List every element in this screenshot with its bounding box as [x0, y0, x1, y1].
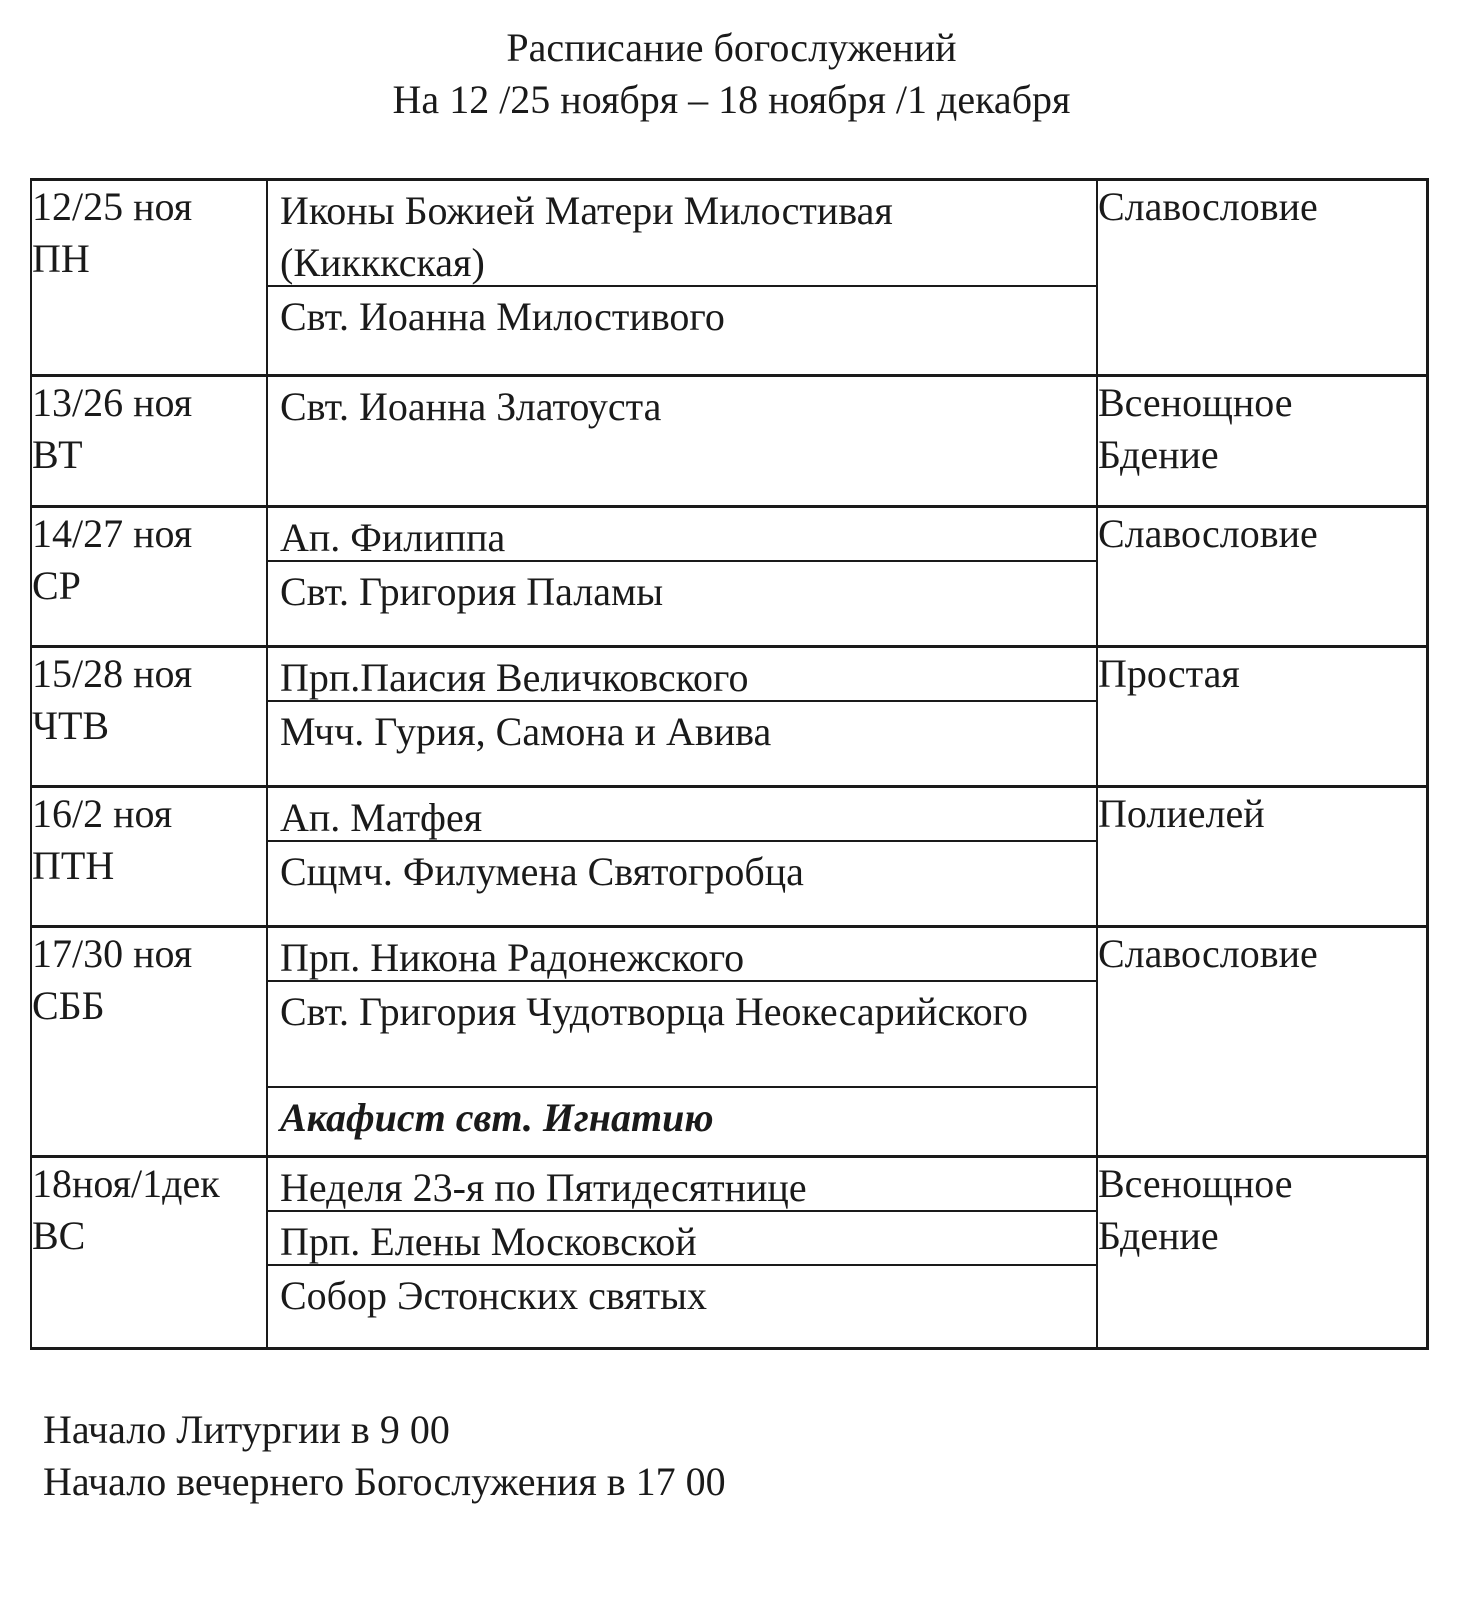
- service-rank: Простая: [1098, 651, 1240, 696]
- date-cell: [31, 180, 267, 376]
- date-cell: [31, 376, 267, 507]
- service-rank-cell: [1097, 927, 1427, 1157]
- saints-cell: [267, 507, 1097, 647]
- saint-entry: Прп. Елены Московской: [268, 1212, 1096, 1266]
- schedule-row: [31, 787, 1427, 927]
- date-cell: [31, 647, 267, 787]
- day-weekday: ЧТВ: [32, 703, 110, 748]
- evening-service-start-note: Начало вечернего Богослужения в 17 00: [43, 1459, 726, 1504]
- saints-cell: [267, 927, 1097, 1157]
- service-rank-cell: [1097, 376, 1427, 507]
- service-rank: Полиелей: [1098, 791, 1265, 836]
- day-weekday: ВТ: [32, 432, 83, 477]
- akathist-entry: Акафист свт. Игнатию: [280, 1095, 714, 1140]
- saint-entry: Ап. Матфея: [268, 788, 1096, 842]
- day-date: 16/2 ноя: [32, 791, 173, 836]
- service-rank: Всенощное: [1098, 1161, 1293, 1206]
- saint-entry: Иконы Божией Матери Милостивая (Кикккская): [268, 181, 1096, 287]
- saint-entry: Сщмч. Филумена Святогробца: [280, 849, 804, 894]
- saints-cell: [267, 1157, 1097, 1349]
- schedule-row: [31, 180, 1427, 376]
- day-date: 17/30 ноя: [32, 931, 193, 976]
- saint-entry: Свт. Григория Чудотворца Неокесарийского: [268, 982, 1096, 1088]
- service-rank-cell: [1097, 787, 1427, 927]
- day-date: 18ноя/1дек: [32, 1161, 220, 1206]
- schedule-row: [31, 927, 1427, 1157]
- day-date: 13/26 ноя: [32, 380, 193, 425]
- saint-entry: Неделя 23-я по Пятидесятнице: [268, 1158, 1096, 1212]
- day-weekday: ПН: [32, 236, 90, 281]
- service-rank: Славословие: [1098, 184, 1318, 229]
- day-weekday: ПТН: [32, 843, 115, 888]
- service-rank: Славословие: [1098, 931, 1318, 976]
- saints-cell: [267, 376, 1097, 507]
- date-cell: [31, 787, 267, 927]
- day-weekday: СР: [32, 563, 81, 608]
- service-rank-cell: [1097, 180, 1427, 376]
- saints-cell: [267, 787, 1097, 927]
- service-rank: Бдение: [1098, 1213, 1219, 1258]
- saints-cell: [267, 180, 1097, 376]
- service-rank-cell: [1097, 507, 1427, 647]
- date-cell: [31, 1157, 267, 1349]
- schedule-row: [31, 647, 1427, 787]
- service-rank-cell: [1097, 647, 1427, 787]
- saint-entry: Мчч. Гурия, Самона и Авива: [280, 709, 772, 754]
- saint-entry: Свт. Григория Паламы: [280, 569, 664, 614]
- day-date: 14/27 ноя: [32, 511, 193, 556]
- saints-cell: [267, 647, 1097, 787]
- service-rank: Славословие: [1098, 511, 1318, 556]
- date-cell: [31, 507, 267, 647]
- service-rank: Бдение: [1098, 432, 1219, 477]
- schedule-row: [31, 376, 1427, 507]
- service-rank-cell: [1097, 1157, 1427, 1349]
- date-cell: [31, 927, 267, 1157]
- schedule-period: На 12 /25 ноября – 18 ноября /1 декабря: [392, 77, 1071, 122]
- saint-entry: Ап. Филиппа: [268, 508, 1096, 562]
- saint-entry: Собор Эстонских святых: [280, 1273, 708, 1318]
- saint-entry: Прп.Паисия Величковского: [268, 648, 1096, 702]
- saint-entry: Свт. Иоанна Милостивого: [280, 294, 725, 339]
- service-rank: Всенощное: [1098, 380, 1293, 425]
- day-date: 12/25 ноя: [32, 184, 193, 229]
- day-date: 15/28 ноя: [32, 651, 193, 696]
- day-weekday: ВС: [32, 1213, 86, 1258]
- saint-entry: Прп. Никона Радонежского: [268, 928, 1096, 982]
- schedule-row: [31, 1157, 1427, 1349]
- day-weekday: СББ: [32, 983, 105, 1028]
- schedule-table: [30, 178, 1429, 1350]
- liturgy-start-note: Начало Литургии в 9 00: [43, 1407, 450, 1452]
- page-title: Расписание богослужений: [506, 25, 957, 70]
- saint-entry: Свт. Иоанна Златоуста: [280, 384, 662, 429]
- schedule-row: [31, 507, 1427, 647]
